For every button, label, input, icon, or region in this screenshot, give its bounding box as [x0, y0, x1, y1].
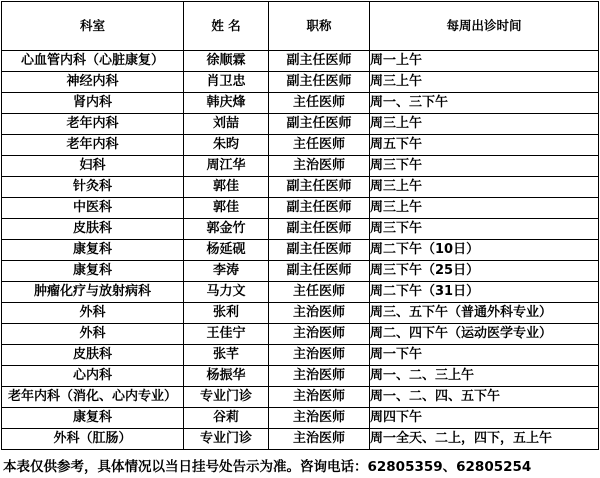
job-title-cell: 副主任医师: [269, 114, 370, 135]
department-cell: 老年内科（消化、心内专业）: [2, 387, 184, 408]
header-schedule: 每周出诊时间: [370, 2, 599, 51]
doctor-name-cell: 专业门诊: [184, 387, 269, 408]
table-row: [2, 324, 599, 345]
doctor-name-cell: 张芊: [184, 345, 269, 366]
doctor-name-cell: 郭佳: [184, 198, 269, 219]
table-row: [2, 177, 599, 198]
table-row: [2, 366, 599, 387]
doctor-name-cell: 肖卫忠: [184, 72, 269, 93]
table-row: [2, 114, 599, 135]
table-row: [2, 198, 599, 219]
schedule-cell: 周三下午: [370, 156, 599, 177]
table-body: [2, 51, 599, 450]
doctor-name-cell: 专业门诊: [184, 429, 269, 450]
job-title-cell: 副主任医师: [269, 72, 370, 93]
schedule-cell: 周三下午: [370, 219, 599, 240]
department-cell: 心内科: [2, 366, 184, 387]
job-title-cell: 副主任医师: [269, 240, 370, 261]
doctor-name-cell: 郭金竹: [184, 219, 269, 240]
doctor-name-cell: 谷莉: [184, 408, 269, 429]
job-title-cell: 主任医师: [269, 135, 370, 156]
doctor-name-cell: 徐顺霖: [184, 51, 269, 72]
table-row: [2, 261, 599, 282]
table-row: [2, 51, 599, 72]
schedule-cell: 周二、四下午（运动医学专业）: [370, 324, 599, 345]
schedule-cell: 周四下午: [370, 408, 599, 429]
table-row: [2, 303, 599, 324]
table-row: [2, 429, 599, 450]
header-title: 职称: [269, 2, 370, 51]
department-cell: 皮肤科: [2, 345, 184, 366]
header-department: 科室: [2, 2, 184, 51]
doctor-name-cell: 张利: [184, 303, 269, 324]
schedule-cell: 周三下午（25日）: [370, 261, 599, 282]
job-title-cell: 主治医师: [269, 156, 370, 177]
job-title-cell: 主任医师: [269, 93, 370, 114]
table-header: [2, 2, 599, 51]
table-row: [2, 135, 599, 156]
department-cell: 外科: [2, 324, 184, 345]
department-cell: 皮肤科: [2, 219, 184, 240]
doctor-name-cell: 郭佳: [184, 177, 269, 198]
schedule-cell: 周三上午: [370, 177, 599, 198]
department-cell: 肿瘤化疗与放射病科: [2, 282, 184, 303]
schedule-cell: 周三上午: [370, 114, 599, 135]
table-row: [2, 219, 599, 240]
job-title-cell: 副主任医师: [269, 198, 370, 219]
doctor-name-cell: 刘喆: [184, 114, 269, 135]
job-title-cell: 副主任医师: [269, 261, 370, 282]
table-row: [2, 408, 599, 429]
table-row: [2, 387, 599, 408]
doctor-name-cell: 王佳宁: [184, 324, 269, 345]
department-cell: 心血管内科（心脏康复）: [2, 51, 184, 72]
job-title-cell: 副主任医师: [269, 51, 370, 72]
schedule-cell: 周一、二、四、五下午: [370, 387, 599, 408]
schedule-cell: 周一上午: [370, 51, 599, 72]
department-cell: 康复科: [2, 240, 184, 261]
footer-note: 本表仅供参考，具体情况以当日挂号处告示为准。咨询电话：62805359、62805254: [3, 459, 532, 475]
schedule-cell: 周三上午: [370, 72, 599, 93]
doctor-name-cell: 马力文: [184, 282, 269, 303]
department-cell: 中医科: [2, 198, 184, 219]
doctor-name-cell: 韩庆烽: [184, 93, 269, 114]
table-row: [2, 156, 599, 177]
job-title-cell: 主治医师: [269, 345, 370, 366]
department-cell: 外科: [2, 303, 184, 324]
job-title-cell: 主任医师: [269, 282, 370, 303]
department-cell: 老年内科: [2, 114, 184, 135]
table-row: [2, 93, 599, 114]
job-title-cell: 主治医师: [269, 408, 370, 429]
schedule-cell: 周二下午（10日）: [370, 240, 599, 261]
department-cell: 康复科: [2, 261, 184, 282]
schedule-cell: 周三、五下午（普通外科专业）: [370, 303, 599, 324]
header-row: [2, 2, 599, 51]
department-cell: 老年内科: [2, 135, 184, 156]
department-cell: 肾内科: [2, 93, 184, 114]
department-cell: 妇科: [2, 156, 184, 177]
table-row: [2, 240, 599, 261]
doctor-name-cell: 朱昀: [184, 135, 269, 156]
schedule-cell: 周一、三下午: [370, 93, 599, 114]
job-title-cell: 主治医师: [269, 366, 370, 387]
job-title-cell: 副主任医师: [269, 219, 370, 240]
table-row: [2, 72, 599, 93]
department-cell: 康复科: [2, 408, 184, 429]
job-title-cell: 主治医师: [269, 324, 370, 345]
schedule-cell: 周三上午: [370, 198, 599, 219]
schedule-cell: 周一全天、二上，四下，五上午: [370, 429, 599, 450]
header-name: 姓 名: [184, 2, 269, 51]
schedule-cell: 周一下午: [370, 345, 599, 366]
table-row: [2, 345, 599, 366]
doctor-name-cell: 李涛: [184, 261, 269, 282]
table-row: [2, 282, 599, 303]
doctor-name-cell: 杨延砚: [184, 240, 269, 261]
department-cell: 针灸科: [2, 177, 184, 198]
department-cell: 外科（肛肠）: [2, 429, 184, 450]
department-cell: 神经内科: [2, 72, 184, 93]
job-title-cell: 主治医师: [269, 303, 370, 324]
doctor-name-cell: 杨振华: [184, 366, 269, 387]
clinic-schedule-table: [1, 1, 599, 450]
schedule-cell: 周二下午（31日）: [370, 282, 599, 303]
schedule-cell: 周五下午: [370, 135, 599, 156]
job-title-cell: 主治医师: [269, 387, 370, 408]
job-title-cell: 副主任医师: [269, 177, 370, 198]
doctor-name-cell: 周江华: [184, 156, 269, 177]
schedule-cell: 周一、二、三上午: [370, 366, 599, 387]
job-title-cell: 主治医师: [269, 429, 370, 450]
